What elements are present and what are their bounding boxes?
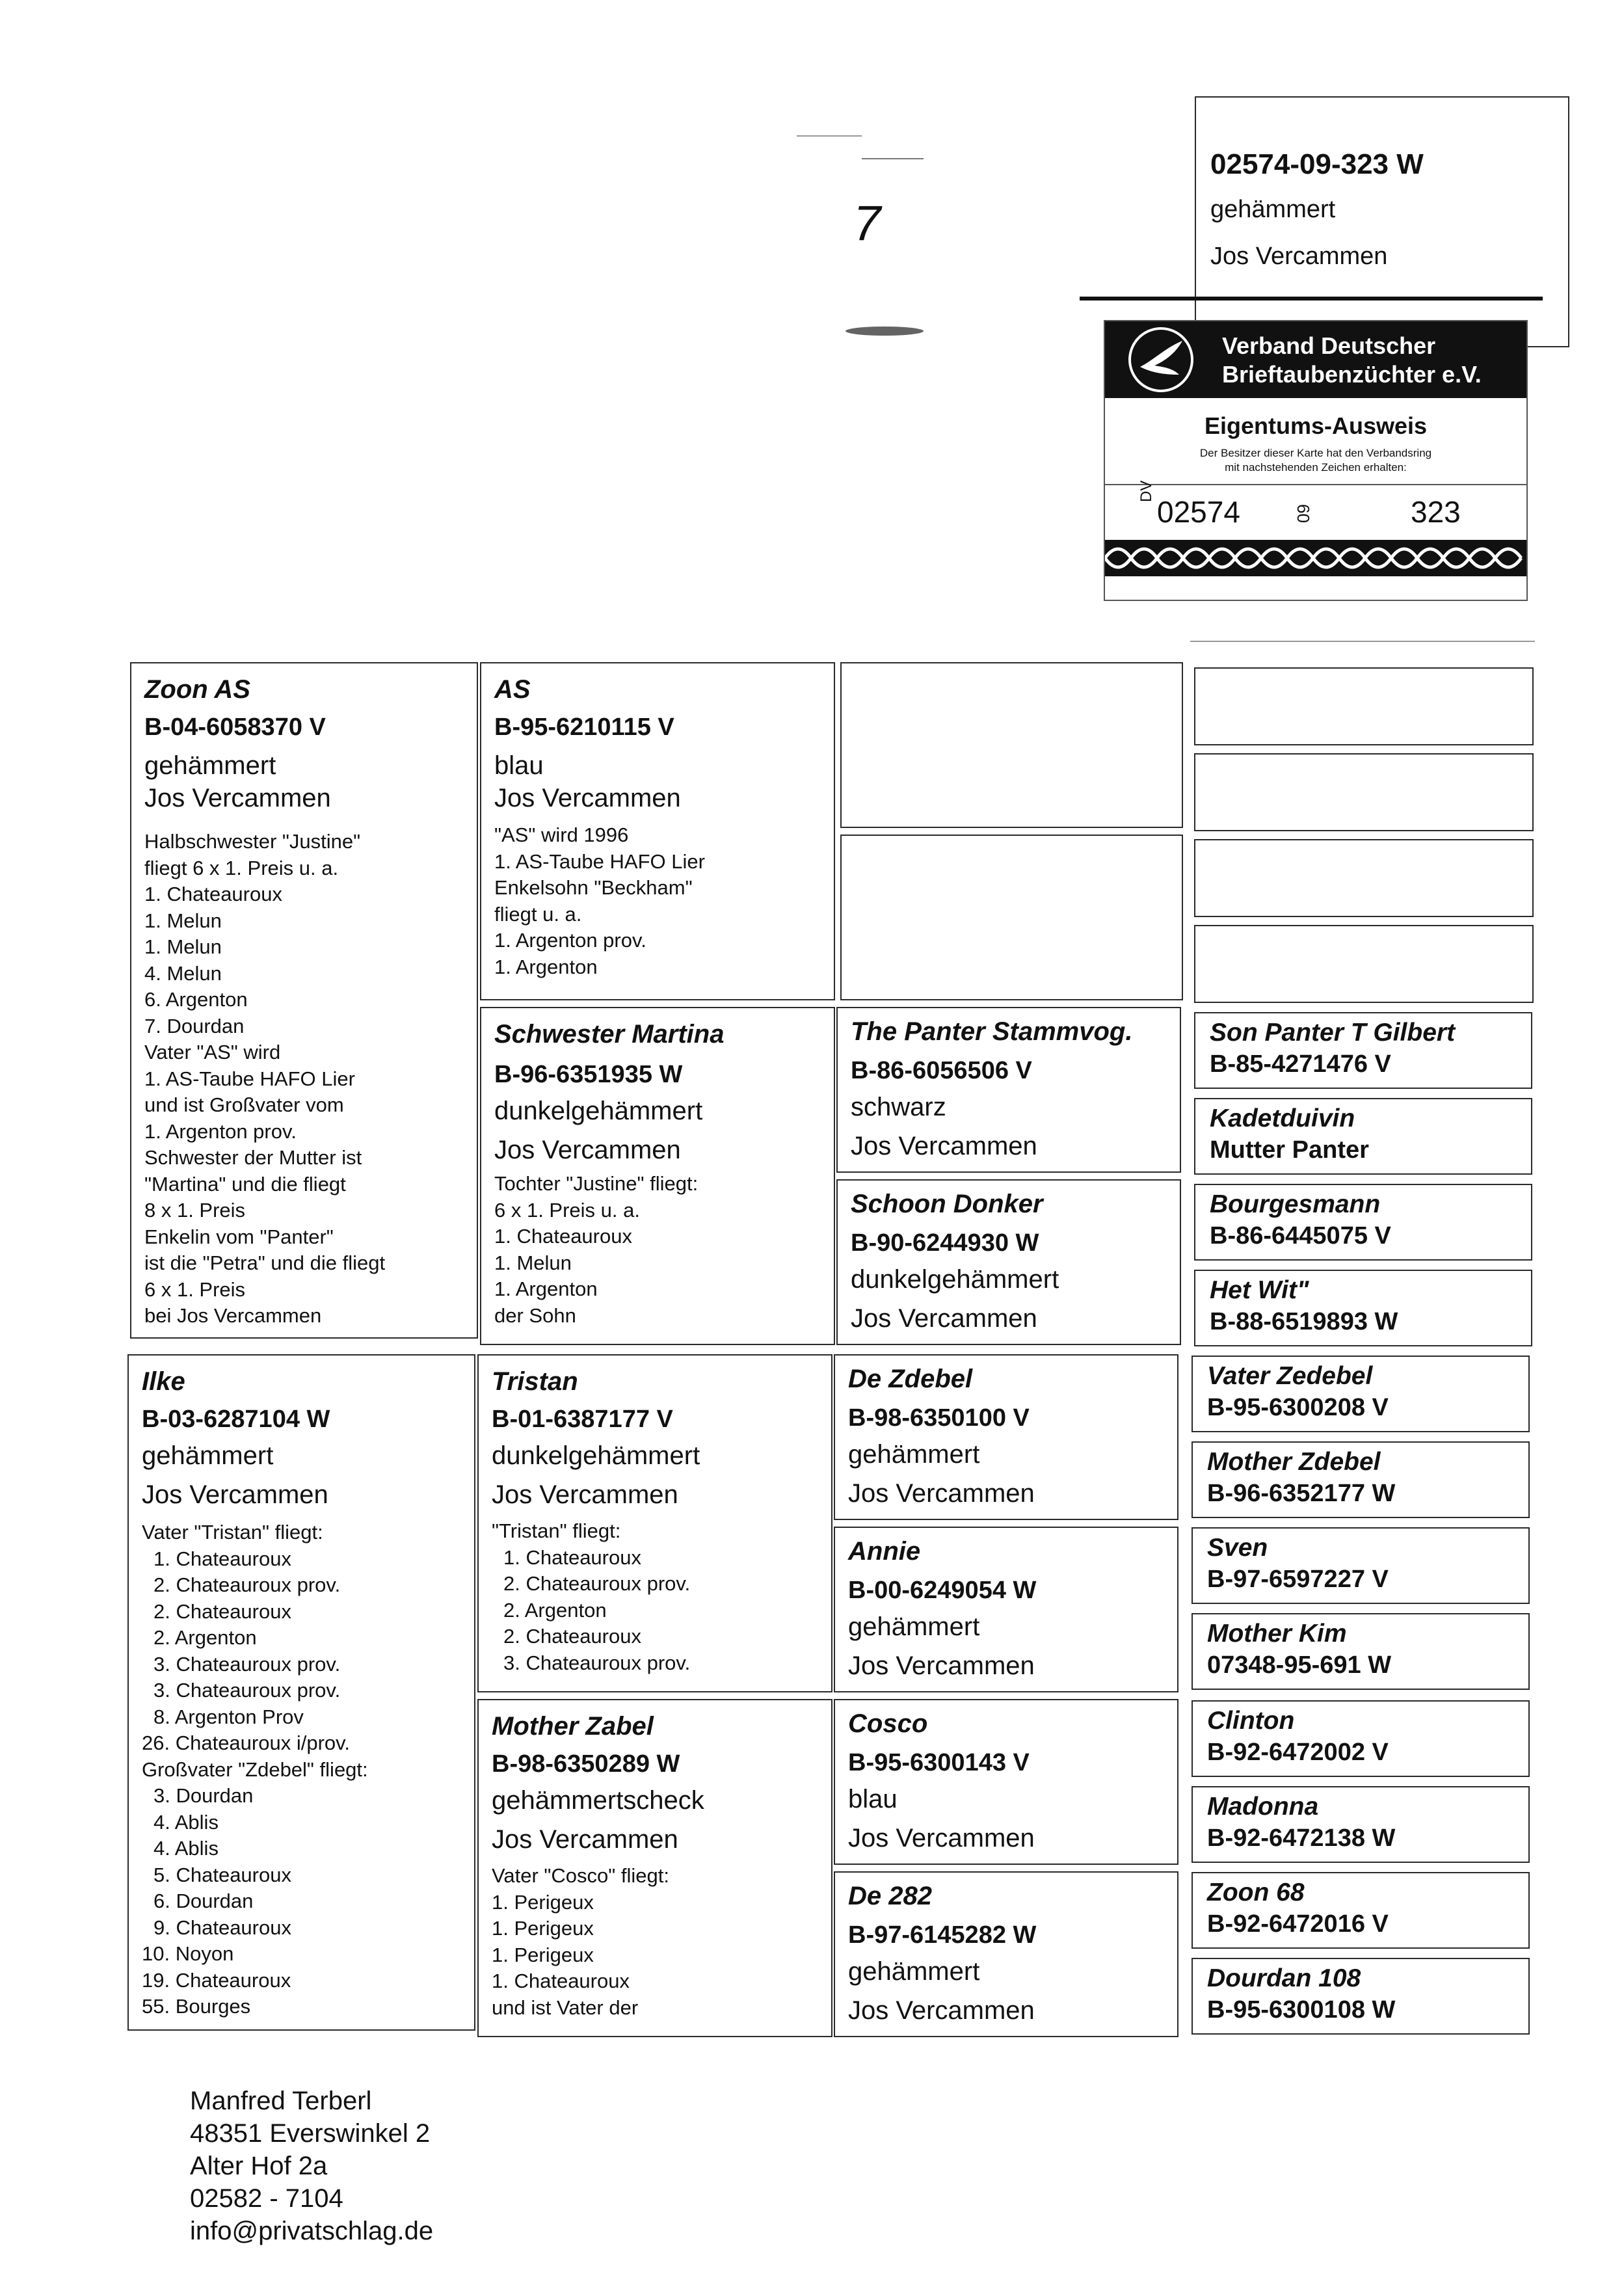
note-line: 2. Chateauroux prov.: [503, 1572, 691, 1595]
owner-color: gehämmert: [1210, 196, 1336, 223]
pigeon-color: gehämmert: [848, 1957, 980, 1986]
gen4-card: [1191, 1958, 1530, 2035]
note-line: Enkelin vom "Panter": [144, 1225, 334, 1248]
ring-number: B-95-6300108 W: [1207, 1996, 1396, 2024]
note-line: 2. Chateauroux: [503, 1625, 641, 1648]
note-line: 1. Perigeux: [492, 1890, 594, 1914]
breeder: Jos Vercammen: [492, 1825, 678, 1854]
ring-number: B-97-6145282 W: [848, 1921, 1037, 1949]
pigeon-name: Sven: [1207, 1534, 1268, 1562]
note-line: 4. Ablis: [153, 1837, 219, 1860]
breeder: Jos Vercammen: [492, 1480, 678, 1509]
performance-notes: [144, 829, 464, 1330]
owner-card: [1195, 96, 1569, 347]
ring-number: B-97-6597227 V: [1207, 1566, 1389, 1593]
empty-card: [840, 835, 1183, 1000]
note-line: Schwester der Mutter ist: [144, 1146, 362, 1169]
note-line: 6. Dourdan: [153, 1890, 254, 1912]
pigeon-color: blau: [494, 751, 544, 780]
ring-number: B-88-6519893 W: [1210, 1308, 1398, 1335]
note-line: 1. Argenton: [494, 1277, 598, 1300]
ring-number: B-98-6350289 W: [492, 1750, 680, 1778]
note-line: 2. Chateauroux prov.: [153, 1573, 341, 1596]
gen4-card: [1194, 1184, 1532, 1261]
note-line: Enkelsohn "Beckham": [494, 876, 693, 899]
pigeon-name: The Panter Stammvog.: [851, 1017, 1133, 1046]
address-name: Manfred Terberl: [190, 2087, 372, 2115]
ring-number: B-04-6058370 V: [144, 714, 326, 741]
note-line: 55. Bourges: [142, 1995, 251, 2018]
gen3-card: [834, 1527, 1178, 1692]
note-line: 4. Ablis: [153, 1810, 219, 1834]
breeder: Jos Vercammen: [848, 1824, 1035, 1852]
ring-number: Mutter Panter: [1210, 1136, 1369, 1164]
note-line: 1. Chateauroux: [144, 883, 282, 905]
ring-number: B-98-6350100 V: [848, 1404, 1030, 1432]
vdb-ownership-card: [1104, 320, 1528, 601]
breeder: Jos Vercammen: [494, 1136, 681, 1164]
breeder-address: [190, 2085, 433, 2247]
note-line: 1. Chateauroux: [492, 1970, 630, 1992]
note-line: Halbschwester "Justine": [144, 830, 361, 853]
breeder: Jos Vercammen: [142, 1480, 328, 1509]
sire-sire-card: [480, 662, 835, 1000]
empty-card: [1194, 925, 1534, 1003]
pigeon-name: Clinton: [1207, 1707, 1295, 1735]
ring-number: B-92-6472016 V: [1207, 1910, 1389, 1938]
address-email: info@privatschlag.de: [190, 2217, 434, 2245]
sire-dam-card: [480, 1007, 835, 1345]
pigeon-name: Schwester Martina: [494, 1020, 725, 1049]
pigeon-name: De Zdebel: [848, 1365, 973, 1393]
note-line: Vater "Tristan" fliegt:: [142, 1521, 323, 1543]
note-line: Vater "Cosco" fliegt:: [492, 1864, 669, 1887]
pigeon-color: dunkelgehämmert: [851, 1265, 1059, 1294]
note-line: und ist Großvater vom: [144, 1093, 344, 1116]
pigeon-color: gehämmert: [848, 1440, 980, 1469]
ring-number: B-86-6056506 V: [851, 1057, 1032, 1084]
ring-number: B-90-6244930 W: [851, 1229, 1039, 1257]
breeder: Jos Vercammen: [848, 1479, 1035, 1508]
note-line: 1. Melun: [144, 935, 222, 958]
note-line: 2. Argenton: [503, 1598, 607, 1622]
note-line: 3. Chateauroux prov.: [503, 1651, 691, 1674]
pigeon-name: Zoon 68: [1207, 1878, 1305, 1906]
ring-number: B-92-6472138 W: [1207, 1824, 1396, 1852]
note-line: 1. Chateauroux: [503, 1545, 641, 1569]
pigeon-name: Son Panter T Gilbert: [1210, 1019, 1456, 1047]
owner-breeder: Jos Vercammen: [1210, 243, 1388, 270]
dam-card: [127, 1354, 475, 2031]
note-line: 3. Chateauroux prov.: [153, 1679, 341, 1702]
note-line: 1. AS-Taube HAFO Lier: [494, 849, 705, 873]
breeder: Jos Vercammen: [848, 1651, 1035, 1680]
pigeon-color: dunkelgehämmert: [492, 1441, 700, 1470]
pigeon-name: Schoon Donker: [851, 1190, 1043, 1218]
pigeon-name: Het Wit": [1210, 1276, 1309, 1304]
note-line: 2. Chateauroux: [153, 1599, 291, 1623]
performance-notes: [494, 1171, 821, 1329]
ring-number: B-92-6472002 V: [1207, 1739, 1389, 1766]
dam-dam-card: [477, 1699, 832, 2037]
note-line: 1. Argenton prov.: [144, 1119, 297, 1143]
empty-card: [1194, 839, 1534, 917]
vdb-org-line1: Verband Deutscher: [1222, 332, 1436, 359]
pattern-icon: [1105, 540, 1526, 576]
divider: [1190, 641, 1535, 642]
performance-notes: [142, 1519, 461, 2020]
vdb-pattern-strip: [1105, 540, 1526, 576]
breeder: Jos Vercammen: [851, 1304, 1037, 1333]
note-line: 19. Chateauroux: [142, 1968, 291, 1992]
breeder: Jos Vercammen: [494, 784, 681, 812]
pigeon-name: Zoon AS: [144, 675, 250, 704]
pigeon-name: Bourgesmann: [1210, 1190, 1381, 1218]
dam-sire-card: [477, 1354, 832, 1692]
vdb-dv-label: DV: [1138, 480, 1155, 502]
ring-number: 07348-95-691 W: [1207, 1651, 1392, 1679]
note-line: bei Jos Vercammen: [144, 1304, 322, 1327]
vdb-title: Eigentums-Ausweis: [1204, 412, 1428, 439]
tear-line: [1080, 297, 1543, 301]
gen4-card: [1191, 1356, 1530, 1432]
ring-number: B-95-6210115 V: [494, 714, 674, 741]
pigeon-name: Madonna: [1207, 1793, 1319, 1821]
address-street: Alter Hof 2a: [190, 2152, 328, 2180]
note-line: 9. Chateauroux: [153, 1916, 291, 1939]
note-line: 10. Noyon: [142, 1942, 234, 1965]
note-line: fliegt u. a.: [494, 902, 582, 926]
ring-number: B-95-6300143 V: [848, 1749, 1030, 1776]
note-line: 7. Dourdan: [144, 1014, 245, 1037]
vdb-ring-serial: 323: [1411, 495, 1461, 529]
note-line: 26. Chateauroux i/prov.: [142, 1731, 350, 1754]
note-line: 3. Chateauroux prov.: [153, 1652, 341, 1676]
ring-number: B-01-6387177 V: [492, 1406, 673, 1433]
vdb-header-band: [1105, 321, 1526, 398]
gen3-card: [836, 1179, 1181, 1345]
empty-card: [840, 662, 1183, 828]
pigeon-color: gehämmert: [142, 1441, 274, 1470]
pigeon-color: gehämmert: [144, 751, 276, 780]
gen3-card: [834, 1871, 1178, 2037]
note-line: ist die "Petra" und die fliegt: [144, 1251, 386, 1274]
ring-number: B-96-6352177 W: [1207, 1480, 1396, 1507]
note-line: 3. Dourdan: [153, 1784, 254, 1807]
note-line: und ist Vater der: [492, 1996, 639, 2019]
gen3-card: [834, 1699, 1178, 1865]
note-line: 1. Argenton: [494, 955, 598, 978]
pigeon-color: gehämmert: [848, 1612, 980, 1641]
gen3-card: [834, 1354, 1178, 1520]
note-line: 1. Chateauroux: [494, 1225, 632, 1248]
dove-logo-icon: [1114, 321, 1212, 398]
pigeon-color: gehämmertscheck: [492, 1786, 704, 1815]
gen4-card: [1191, 1872, 1530, 1949]
pigeon-name: AS: [494, 675, 531, 704]
divider: [797, 135, 862, 137]
gen4-card: [1194, 1098, 1532, 1175]
pigeon-color: blau: [848, 1785, 898, 1813]
ring-number: B-95-6300208 V: [1207, 1394, 1389, 1421]
ring-number: B-00-6249054 W: [848, 1577, 1037, 1604]
note-line: 6. Argenton: [144, 988, 248, 1011]
note-line: Tochter "Justine" fliegt:: [494, 1172, 699, 1195]
pigeon-name: Mother Zabel: [492, 1712, 654, 1741]
divider: [862, 158, 924, 159]
note-line: 4. Melun: [144, 961, 222, 985]
vdb-org-line2: Brieftaubenzüchter e.V.: [1222, 361, 1482, 388]
ring-number: B-86-6445075 V: [1210, 1222, 1391, 1249]
sire-card: [130, 662, 478, 1339]
vdb-ring-year: 09: [1294, 504, 1313, 523]
pigeon-name: Mother Zdebel: [1207, 1448, 1381, 1476]
vdb-ring-row: [1105, 480, 1526, 539]
pigeon-name: Ilke: [142, 1367, 185, 1396]
pigeon-color: schwarz: [851, 1093, 946, 1121]
pigeon-name: Vater Zedebel: [1207, 1362, 1373, 1390]
note-line: 1. Chateauroux: [153, 1547, 291, 1570]
note-line: 8 x 1. Preis: [144, 1199, 246, 1222]
breeder: Jos Vercammen: [848, 1996, 1035, 2025]
note-line: "AS" wird 1996: [494, 823, 629, 846]
note-line: "Martina" und die fliegt: [144, 1172, 346, 1196]
pigeon-name: Mother Kim: [1207, 1620, 1347, 1648]
address-city: 48351 Everswinkel 2: [190, 2119, 431, 2148]
pigeon-name: Cosco: [848, 1709, 928, 1738]
ring-number: B-96-6351935 W: [494, 1061, 683, 1088]
breeder: Jos Vercammen: [144, 784, 331, 812]
empty-card: [1194, 667, 1534, 745]
note-line: Großvater "Zdebel" fliegt:: [142, 1757, 368, 1781]
gen4-card: [1191, 1527, 1530, 1604]
vdb-sub-line1: Der Besitzer dieser Karte hat den Verbandsring: [1199, 447, 1432, 459]
gen4-card: [1191, 1786, 1530, 1863]
note-line: fliegt 6 x 1. Preis u. a.: [144, 856, 339, 879]
pigeon-name: Tristan: [492, 1367, 578, 1396]
note-line: 1. Perigeux: [492, 1917, 594, 1940]
pigeon-color: dunkelgehämmert: [494, 1097, 703, 1125]
vdb-sub-line2: mit nachstehenden Zeichen erhalten:: [1225, 461, 1407, 474]
page-number: 7: [853, 196, 881, 251]
ink-smudge: [845, 327, 924, 336]
note-line: 5. Chateauroux: [153, 1863, 291, 1886]
note-line: 6 x 1. Preis: [144, 1277, 246, 1301]
pigeon-name: Kadetduivin: [1210, 1104, 1355, 1132]
note-line: 8. Argenton Prov: [153, 1705, 304, 1728]
gen4-card: [1194, 1012, 1532, 1089]
note-line: 2. Argenton: [153, 1626, 257, 1649]
gen4-card: [1191, 1613, 1530, 1690]
performance-notes: [494, 822, 821, 980]
gen4-card: [1191, 1700, 1530, 1777]
performance-notes: [492, 1863, 818, 2021]
breeder: Jos Vercammen: [851, 1132, 1037, 1160]
vdb-ring-number: 02574: [1157, 495, 1240, 529]
note-line: 1. Melun: [144, 909, 222, 932]
pigeon-name: De 282: [848, 1882, 932, 1910]
note-line: "Tristan" fliegt:: [492, 1519, 621, 1542]
gen4-card: [1191, 1441, 1530, 1518]
note-line: 1. Melun: [494, 1251, 572, 1274]
gen4-card: [1194, 1270, 1532, 1346]
pigeon-name: Dourdan 108: [1207, 1964, 1361, 1992]
note-line: Vater "AS" wird: [144, 1041, 281, 1063]
pigeon-name: Annie: [848, 1537, 921, 1566]
gen3-card: [836, 1007, 1181, 1173]
empty-card: [1194, 753, 1534, 831]
owner-ring-number: 02574-09-323 W: [1210, 148, 1424, 180]
note-line: 1. Perigeux: [492, 1943, 594, 1966]
address-phone: 02582 - 7104: [190, 2184, 343, 2213]
note-line: der Sohn: [494, 1303, 576, 1327]
note-line: 1. Argenton prov.: [494, 929, 646, 952]
ring-number: B-85-4271476 V: [1210, 1050, 1391, 1078]
performance-notes: [492, 1518, 818, 1676]
note-line: 6 x 1. Preis u. a.: [494, 1198, 640, 1222]
note-line: 1. AS-Taube HAFO Lier: [144, 1067, 355, 1090]
ring-number: B-03-6287104 W: [142, 1406, 330, 1433]
